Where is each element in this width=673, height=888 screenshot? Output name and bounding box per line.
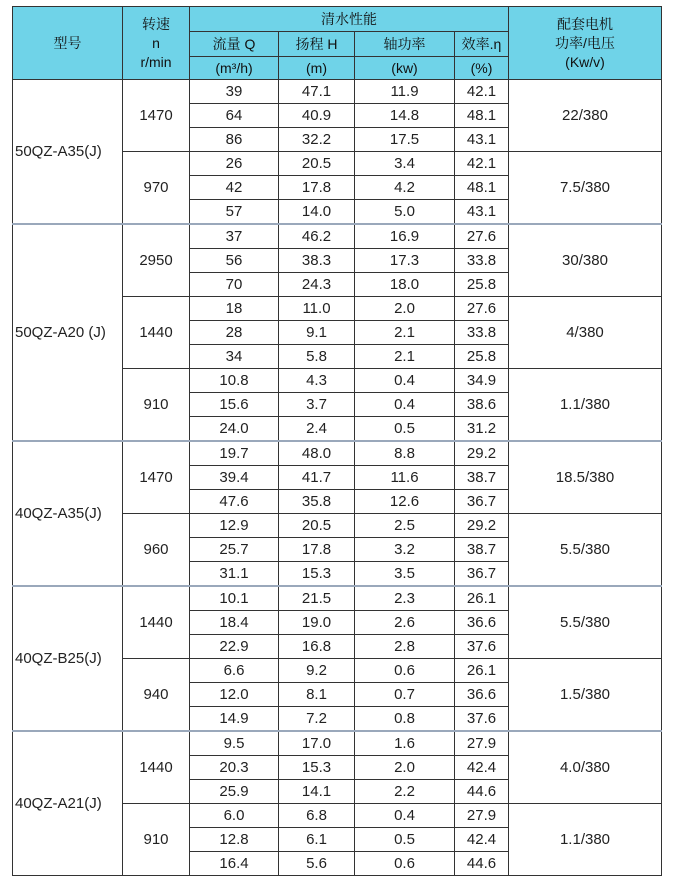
flow-cell: 28	[190, 321, 279, 345]
efficiency-cell: 43.1	[455, 128, 509, 152]
motor-cell: 18.5/380	[509, 441, 662, 514]
header-model: 型号	[13, 7, 123, 80]
flow-cell: 25.9	[190, 780, 279, 804]
head-cell: 38.3	[279, 249, 355, 273]
head-cell: 8.1	[279, 683, 355, 707]
efficiency-cell: 27.9	[455, 731, 509, 756]
flow-cell: 26	[190, 152, 279, 176]
flow-cell: 39.4	[190, 466, 279, 490]
flow-cell: 20.3	[190, 756, 279, 780]
motor-cell: 7.5/380	[509, 152, 662, 225]
shaft-power-cell: 2.5	[355, 514, 455, 538]
header-shaft-power-unit: (kw)	[355, 57, 455, 80]
table-row	[13, 586, 662, 611]
head-cell: 11.0	[279, 297, 355, 321]
efficiency-cell: 36.6	[455, 683, 509, 707]
flow-cell: 31.1	[190, 562, 279, 587]
efficiency-cell: 25.8	[455, 345, 509, 369]
model-cell: 50QZ-A20 (J)	[13, 224, 123, 441]
table-body	[13, 80, 662, 876]
speed-cell: 1470	[123, 441, 190, 514]
motor-cell: 22/380	[509, 80, 662, 152]
shaft-power-cell: 11.9	[355, 80, 455, 104]
model-cell: 40QZ-A35(J)	[13, 441, 123, 586]
head-cell: 20.5	[279, 514, 355, 538]
flow-cell: 6.0	[190, 804, 279, 828]
efficiency-cell: 42.4	[455, 828, 509, 852]
table-row	[13, 80, 662, 104]
head-cell: 6.1	[279, 828, 355, 852]
head-cell: 15.3	[279, 756, 355, 780]
flow-cell: 24.0	[190, 417, 279, 442]
shaft-power-cell: 16.9	[355, 224, 455, 249]
flow-cell: 10.1	[190, 586, 279, 611]
flow-cell: 16.4	[190, 852, 279, 876]
motor-cell: 30/380	[509, 224, 662, 297]
head-cell: 20.5	[279, 152, 355, 176]
speed-cell: 2950	[123, 224, 190, 297]
efficiency-cell: 27.9	[455, 804, 509, 828]
flow-cell: 19.7	[190, 441, 279, 466]
head-cell: 9.1	[279, 321, 355, 345]
head-cell: 17.0	[279, 731, 355, 756]
flow-cell: 56	[190, 249, 279, 273]
flow-cell: 42	[190, 176, 279, 200]
shaft-power-cell: 0.6	[355, 659, 455, 683]
shaft-power-cell: 2.0	[355, 297, 455, 321]
shaft-power-cell: 4.2	[355, 176, 455, 200]
shaft-power-cell: 0.5	[355, 828, 455, 852]
header-motor	[509, 7, 662, 80]
header-head-unit: (m)	[279, 57, 355, 80]
header-head: 扬程 H	[279, 32, 355, 57]
flow-cell: 39	[190, 80, 279, 104]
shaft-power-cell: 2.2	[355, 780, 455, 804]
efficiency-cell: 38.6	[455, 393, 509, 417]
shaft-power-cell: 2.3	[355, 586, 455, 611]
flow-cell: 34	[190, 345, 279, 369]
speed-cell: 910	[123, 369, 190, 442]
efficiency-cell: 43.1	[455, 200, 509, 225]
shaft-power-cell: 0.5	[355, 417, 455, 442]
efficiency-cell: 25.8	[455, 273, 509, 297]
head-cell: 17.8	[279, 176, 355, 200]
efficiency-cell: 48.1	[455, 176, 509, 200]
head-cell: 35.8	[279, 490, 355, 514]
flow-cell: 14.9	[190, 707, 279, 732]
speed-cell: 1470	[123, 80, 190, 152]
flow-cell: 86	[190, 128, 279, 152]
speed-cell: 1440	[123, 297, 190, 369]
speed-cell: 910	[123, 804, 190, 876]
efficiency-cell: 42.1	[455, 152, 509, 176]
speed-cell: 970	[123, 152, 190, 225]
head-cell: 47.1	[279, 80, 355, 104]
shaft-power-cell: 2.6	[355, 611, 455, 635]
shaft-power-cell: 0.6	[355, 852, 455, 876]
head-cell: 7.2	[279, 707, 355, 732]
shaft-power-cell: 2.1	[355, 321, 455, 345]
motor-cell: 4.0/380	[509, 731, 662, 804]
header-speed	[123, 7, 190, 80]
head-cell: 46.2	[279, 224, 355, 249]
efficiency-cell: 26.1	[455, 659, 509, 683]
efficiency-cell: 31.2	[455, 417, 509, 442]
motor-cell: 1.5/380	[509, 659, 662, 732]
head-cell: 41.7	[279, 466, 355, 490]
header-efficiency: 效率.η	[455, 32, 509, 57]
speed-cell: 1440	[123, 586, 190, 659]
flow-cell: 70	[190, 273, 279, 297]
head-cell: 14.0	[279, 200, 355, 225]
shaft-power-cell: 0.4	[355, 393, 455, 417]
model-cell: 40QZ-B25(J)	[13, 586, 123, 731]
speed-cell: 940	[123, 659, 190, 732]
efficiency-cell: 34.9	[455, 369, 509, 393]
table-header	[13, 7, 662, 80]
head-cell: 14.1	[279, 780, 355, 804]
shaft-power-cell: 14.8	[355, 104, 455, 128]
head-cell: 16.8	[279, 635, 355, 659]
head-cell: 4.3	[279, 369, 355, 393]
flow-cell: 18.4	[190, 611, 279, 635]
flow-cell: 12.8	[190, 828, 279, 852]
table-row	[13, 441, 662, 466]
shaft-power-cell: 1.6	[355, 731, 455, 756]
header-performance: 清水性能	[190, 7, 509, 32]
efficiency-cell: 38.7	[455, 538, 509, 562]
flow-cell: 12.9	[190, 514, 279, 538]
head-cell: 40.9	[279, 104, 355, 128]
head-cell: 5.8	[279, 345, 355, 369]
flow-cell: 12.0	[190, 683, 279, 707]
head-cell: 24.3	[279, 273, 355, 297]
head-cell: 15.3	[279, 562, 355, 587]
efficiency-cell: 29.2	[455, 514, 509, 538]
motor-cell: 4/380	[509, 297, 662, 369]
shaft-power-cell: 3.4	[355, 152, 455, 176]
head-cell: 3.7	[279, 393, 355, 417]
head-cell: 5.6	[279, 852, 355, 876]
pump-performance-table	[12, 6, 662, 876]
header-motor-line-2: 功率/电压	[555, 34, 615, 51]
header-speed-line-3: r/min	[140, 53, 172, 70]
model-cell: 50QZ-A35(J)	[13, 80, 123, 225]
head-cell: 19.0	[279, 611, 355, 635]
table-row	[13, 224, 662, 249]
shaft-power-cell: 0.4	[355, 804, 455, 828]
flow-cell: 25.7	[190, 538, 279, 562]
efficiency-cell: 26.1	[455, 586, 509, 611]
shaft-power-cell: 11.6	[355, 466, 455, 490]
shaft-power-cell: 0.7	[355, 683, 455, 707]
flow-cell: 18	[190, 297, 279, 321]
efficiency-cell: 42.4	[455, 756, 509, 780]
speed-cell: 1440	[123, 731, 190, 804]
shaft-power-cell: 0.4	[355, 369, 455, 393]
header-flow: 流量 Q	[190, 32, 279, 57]
speed-cell: 960	[123, 514, 190, 587]
shaft-power-cell: 17.3	[355, 249, 455, 273]
efficiency-cell: 27.6	[455, 224, 509, 249]
shaft-power-cell: 3.5	[355, 562, 455, 587]
flow-cell: 22.9	[190, 635, 279, 659]
shaft-power-cell: 12.6	[355, 490, 455, 514]
header-speed-line-2: n	[152, 34, 160, 51]
table-row	[13, 731, 662, 756]
efficiency-cell: 27.6	[455, 297, 509, 321]
efficiency-cell: 36.7	[455, 562, 509, 587]
flow-cell: 10.8	[190, 369, 279, 393]
shaft-power-cell: 2.1	[355, 345, 455, 369]
head-cell: 17.8	[279, 538, 355, 562]
head-cell: 6.8	[279, 804, 355, 828]
shaft-power-cell: 17.5	[355, 128, 455, 152]
efficiency-cell: 36.6	[455, 611, 509, 635]
efficiency-cell: 38.7	[455, 466, 509, 490]
efficiency-cell: 44.6	[455, 780, 509, 804]
efficiency-cell: 48.1	[455, 104, 509, 128]
header-motor-line-3: (Kw/v)	[565, 53, 605, 70]
efficiency-cell: 37.6	[455, 635, 509, 659]
shaft-power-cell: 18.0	[355, 273, 455, 297]
motor-cell: 5.5/380	[509, 586, 662, 659]
efficiency-cell: 36.7	[455, 490, 509, 514]
motor-cell: 1.1/380	[509, 804, 662, 876]
header-flow-unit: (m³/h)	[190, 57, 279, 80]
head-cell: 48.0	[279, 441, 355, 466]
head-cell: 21.5	[279, 586, 355, 611]
flow-cell: 37	[190, 224, 279, 249]
header-speed-line-1: 转速	[142, 15, 170, 32]
shaft-power-cell: 2.8	[355, 635, 455, 659]
head-cell: 2.4	[279, 417, 355, 442]
flow-cell: 9.5	[190, 731, 279, 756]
flow-cell: 6.6	[190, 659, 279, 683]
efficiency-cell: 29.2	[455, 441, 509, 466]
efficiency-cell: 44.6	[455, 852, 509, 876]
motor-cell: 5.5/380	[509, 514, 662, 587]
head-cell: 9.2	[279, 659, 355, 683]
efficiency-cell: 42.1	[455, 80, 509, 104]
efficiency-cell: 33.8	[455, 249, 509, 273]
shaft-power-cell: 2.0	[355, 756, 455, 780]
flow-cell: 57	[190, 200, 279, 225]
head-cell: 32.2	[279, 128, 355, 152]
header-efficiency-unit: (%)	[455, 57, 509, 80]
flow-cell: 64	[190, 104, 279, 128]
motor-cell: 1.1/380	[509, 369, 662, 442]
shaft-power-cell: 5.0	[355, 200, 455, 225]
shaft-power-cell: 0.8	[355, 707, 455, 732]
shaft-power-cell: 3.2	[355, 538, 455, 562]
efficiency-cell: 37.6	[455, 707, 509, 732]
flow-cell: 15.6	[190, 393, 279, 417]
shaft-power-cell: 8.8	[355, 441, 455, 466]
flow-cell: 47.6	[190, 490, 279, 514]
efficiency-cell: 33.8	[455, 321, 509, 345]
header-shaft-power: 轴功率	[355, 32, 455, 57]
model-cell: 40QZ-A21(J)	[13, 731, 123, 876]
header-motor-line-1: 配套电机	[557, 15, 613, 32]
